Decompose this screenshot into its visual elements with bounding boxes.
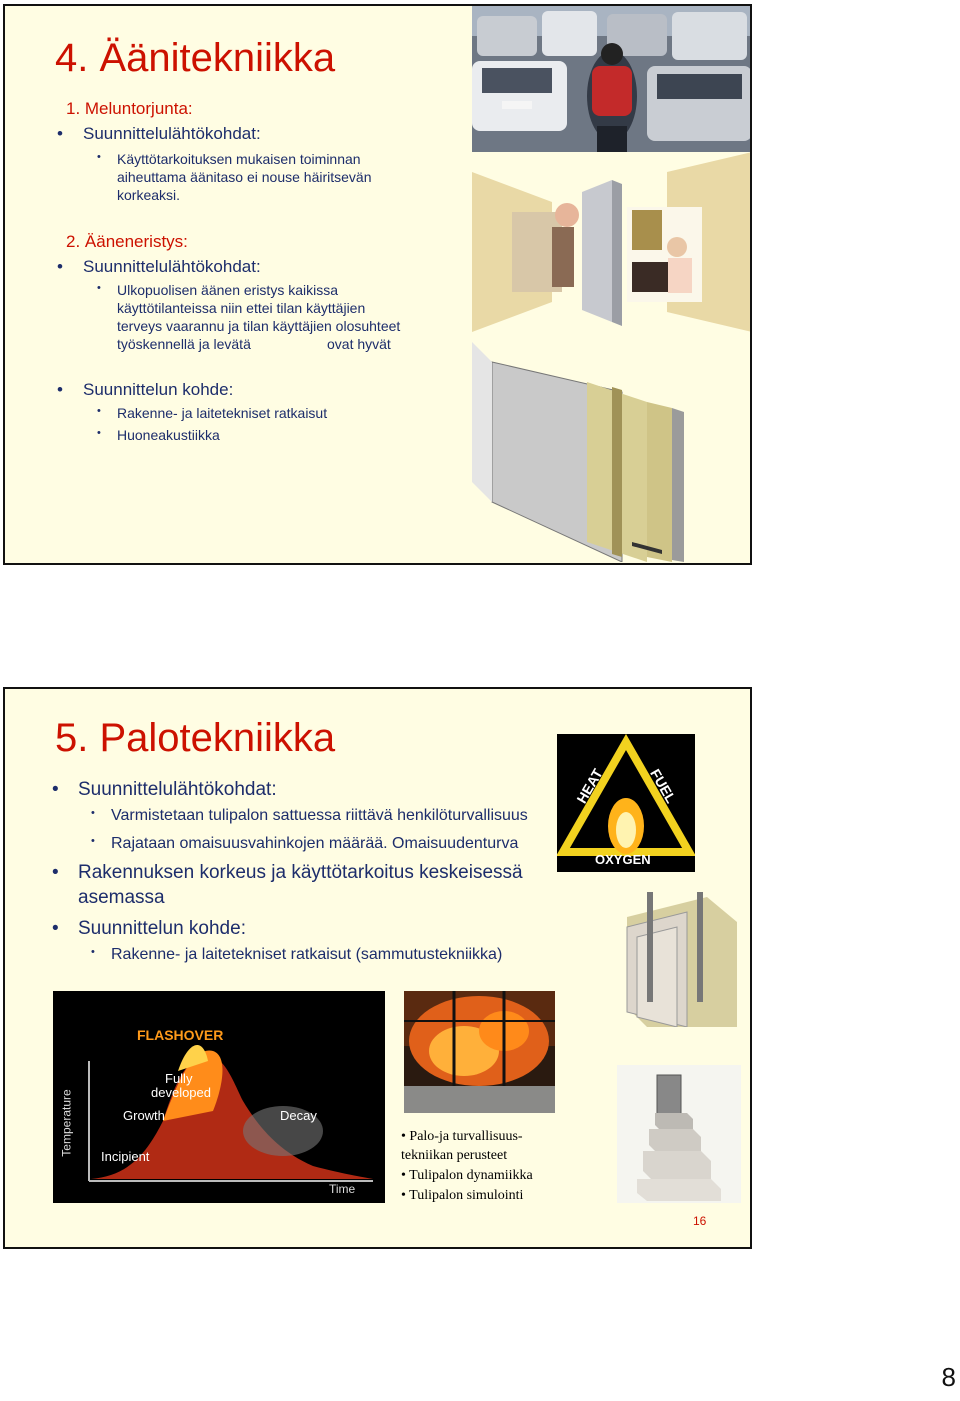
slide-title: 5. Palotekniikka <box>55 716 336 760</box>
sub-bullet-personal-safety: • Varmistetaan tulipalon sattuessa riittävä henkilöturvallisuus <box>111 807 528 825</box>
bullet-design-target: • Suunnittelun kohde: <box>78 918 246 940</box>
chimney-structure-image <box>617 1065 741 1203</box>
time-axis-label: Time <box>329 1182 356 1196</box>
bullet-design-basis-2: • Suunnittelulähtökohdat: <box>83 257 261 277</box>
page-number: 8 <box>941 1362 956 1392</box>
traffic-photo <box>472 6 752 152</box>
sub-bullet-line: työskennellä ja levätä <box>117 336 251 352</box>
incipient-label: Incipient <box>101 1149 150 1164</box>
fuel-label: FUEL <box>647 766 680 806</box>
bullet-design-basis: • Suunnittelulähtökohdat: <box>78 779 277 801</box>
bullet-design-basis-1: • Suunnittelulähtökohdat: <box>83 124 261 144</box>
fire-wall-structure-image <box>607 887 747 1027</box>
slide-fire-safety <box>3 687 752 1249</box>
sub-bullet-property-damage: • Rajataan omaisuusvahinkojen määrää. Omaisuudenturva <box>111 835 518 853</box>
wall-structure-illustration <box>472 332 752 562</box>
heading-noise-control: 1. Meluntorjunta: <box>66 99 193 118</box>
topic-line: • Tulipalon dynamiikka <box>401 1168 533 1183</box>
decay-label: Decay <box>280 1108 317 1123</box>
oxygen-label: OXYGEN <box>595 852 651 867</box>
sub-bullet-line: terveys vaarannu ja tilan käyttäjien olosuhteet <box>117 318 401 334</box>
slide-acoustics <box>3 4 752 565</box>
sub-bullet-line: käyttötilanteissa niin ettei tilan käyttäjien <box>117 300 366 316</box>
flashover-label: FLASHOVER <box>137 1027 224 1043</box>
bullet-design-target: • Suunnittelun kohde: <box>83 380 233 400</box>
growth-label: Growth <box>123 1108 165 1123</box>
sub-bullet-line: • Rakenne- ja laitetekniset ratkaisut <box>117 405 327 421</box>
sub-bullet-line: • Huoneakustiikka <box>117 427 220 443</box>
bullet-building-height: • Rakennuksen korkeus ja käyttötarkoitus keskeisessä <box>78 862 523 884</box>
sub-bullet-line: aiheuttama äänitaso ei nouse häiritsevän <box>117 169 372 185</box>
developed-label: developed <box>151 1085 211 1100</box>
sub-bullet-line: korkeaksi. <box>117 187 181 203</box>
sound-insulation-illustration <box>472 152 752 332</box>
flashover-graph <box>53 991 385 1203</box>
slide-title: 4. Äänitekniikka <box>55 36 336 80</box>
temperature-axis-label: Temperature <box>59 1089 74 1157</box>
topic-line: • Tulipalon simulointi <box>401 1188 524 1203</box>
bullet-continuation: asemassa <box>78 887 165 908</box>
slide-number: 16 <box>693 1214 707 1228</box>
sub-bullet-line: • Käyttötarkoituksen mukaisen toiminnan <box>117 151 361 167</box>
heading-sound-insulation: 2. Ääneneristys: <box>66 232 188 251</box>
sub-bullet-line-end: ovat hyvät <box>327 336 391 352</box>
topic-line: • Palo-ja turvallisuus- <box>401 1129 523 1144</box>
course-topics-box <box>397 1129 567 1219</box>
sub-bullet-line: • Ulkopuolisen äänen eristys kaikissa <box>117 282 338 298</box>
burning-room-photo <box>404 991 555 1113</box>
fully-label: Fully <box>165 1071 193 1086</box>
topic-line-continued: tekniikan perusteet <box>401 1148 508 1163</box>
fire-triangle-image <box>557 734 695 872</box>
sub-bullet-solutions: • Rakenne- ja laitetekniset ratkaisut (sammutustekniikka) <box>111 946 502 964</box>
heat-label: HEAT <box>573 765 606 807</box>
